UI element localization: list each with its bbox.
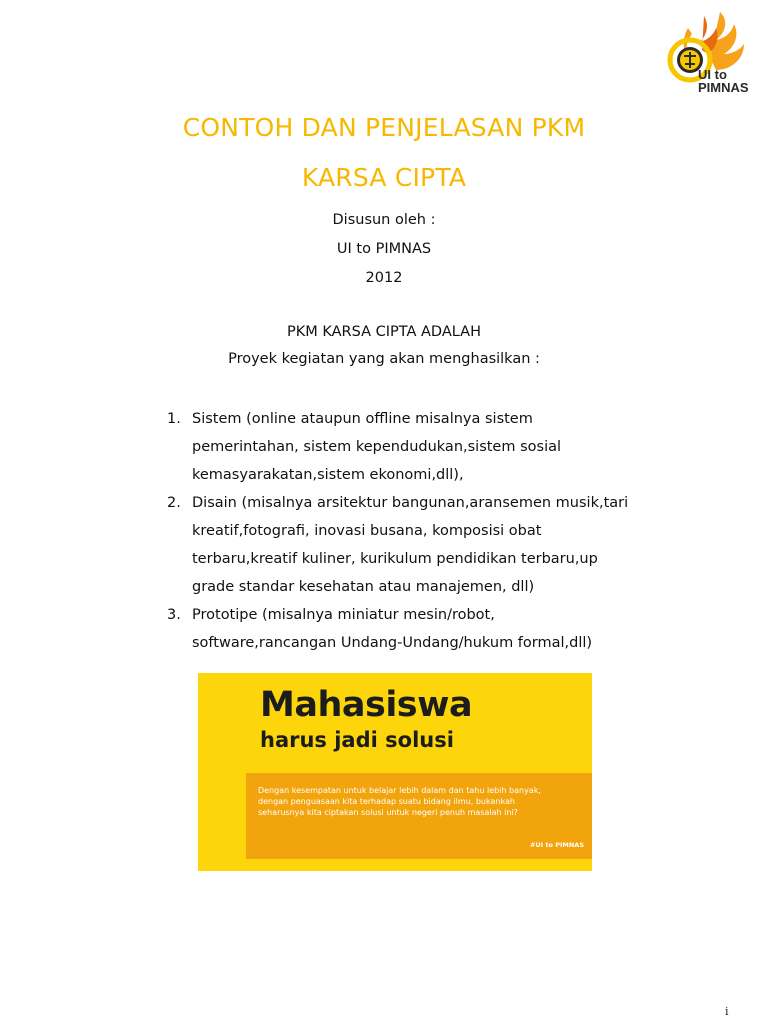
list-item-text: Disain (misalnya arsitektur bangunan,aransemen musik,tari kreatif,fotografi, inovasi busana, komposisi obat terbaru,kreatif kuliner, kurikulum pendidikan terbaru,up grade standar kesehatan atau manajemen, dll) <box>192 495 629 595</box>
list-item <box>167 601 687 657</box>
logo-line-2: PIMNAS <box>698 80 749 95</box>
poster-image <box>198 673 592 871</box>
intro-subheading: Proyek kegiatan yang akan menghasilkan : <box>228 351 540 367</box>
document-title-line-2: KARSA CIPTA <box>301 163 467 192</box>
poster-body-text: Dengan kesempatan untuk belajar lebih dalam dan tahu lebih banyak, dengan penguasaan kita terhadap suatu bidang ilmu, bukankah seharusnya kita ciptakan solusi untuk negeri penuh masalah ini? <box>258 786 541 817</box>
list-item-number: 3. <box>167 607 181 623</box>
credits-author: UI to PIMNAS <box>336 241 432 257</box>
page-number: i <box>725 1005 729 1018</box>
output-list <box>167 405 687 657</box>
document-title-line-1: CONTOH DAN PENJELASAN PKM <box>182 113 586 142</box>
credits-year: 2012 <box>365 270 403 286</box>
intro-heading: PKM KARSA CIPTA ADALAH <box>286 324 481 340</box>
logo-text <box>698 68 749 94</box>
list-item-text: Sistem (online ataupun offline misalnya sistem pemerintahan, sistem kependudukan,sistem sosial kemasyarakatan,sistem ekonomi,dll), <box>192 411 562 483</box>
credits-label: Disusun oleh : <box>332 212 436 228</box>
list-item-number: 1. <box>167 411 181 427</box>
poster-subline: harus jadi solusi <box>260 728 454 752</box>
poster-headline: Mahasiswa <box>260 685 473 725</box>
list-item-text: Prototipe (misalnya miniatur mesin/robot, software,rancangan Undang-Undang/hukum formal,dll) <box>192 607 593 651</box>
poster-credit: #UI to PIMNAS <box>529 841 584 849</box>
list-item-number: 2. <box>167 495 181 511</box>
list-item <box>167 405 687 489</box>
list-item <box>167 489 687 601</box>
logo-line-1: UI to <box>698 67 727 82</box>
poster-text-box <box>246 773 592 859</box>
